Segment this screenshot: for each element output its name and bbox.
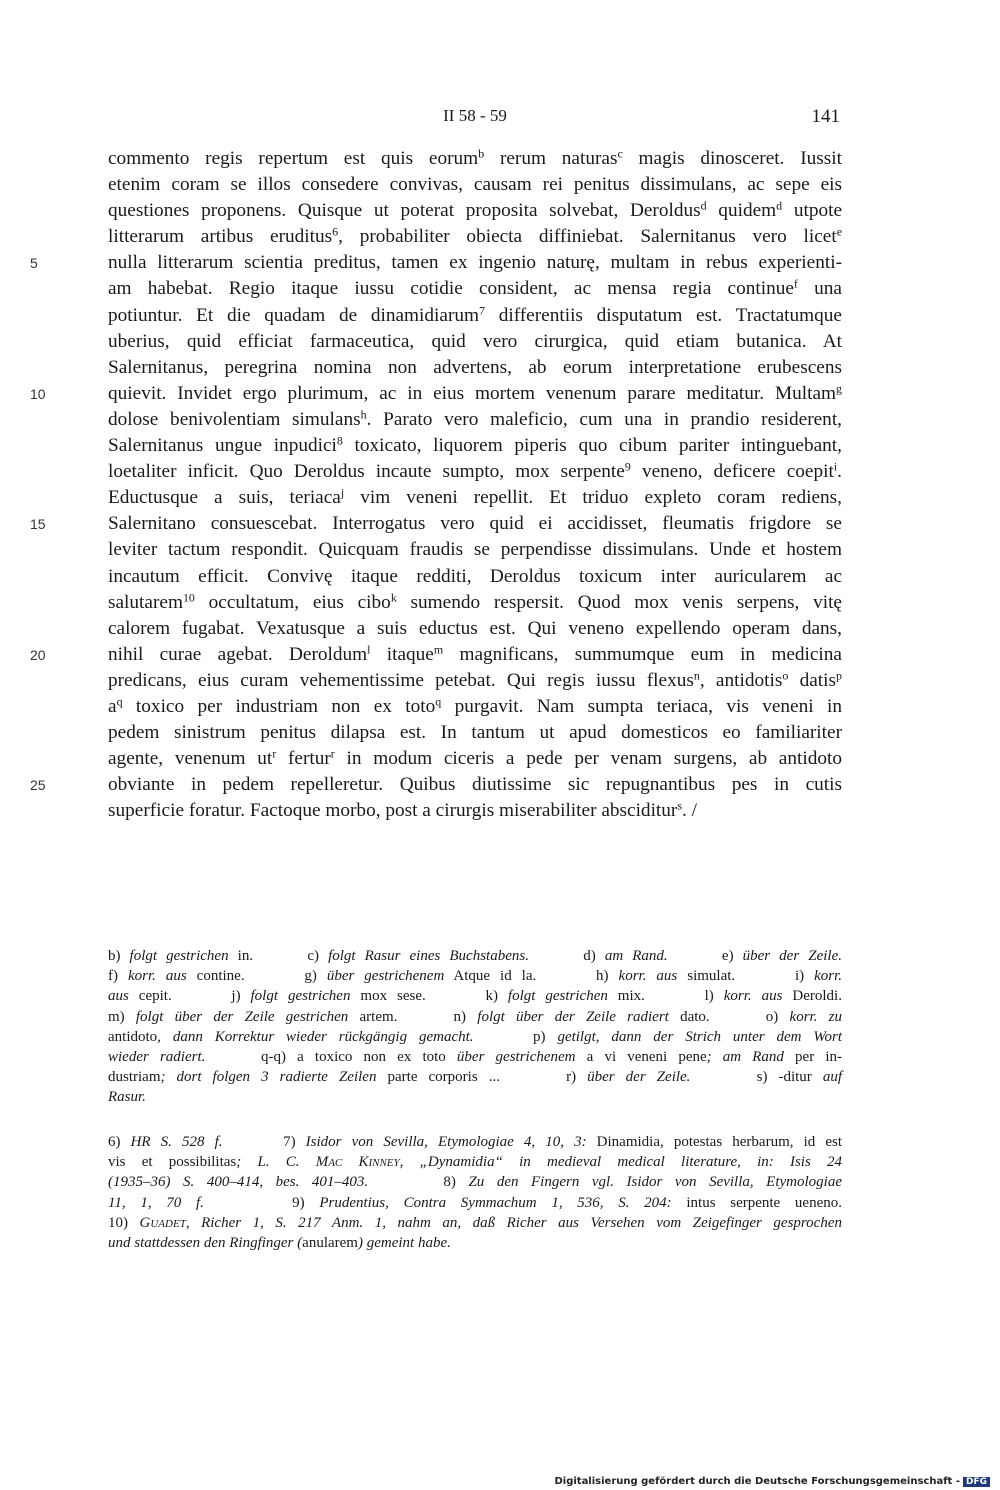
dfg-logo: DFG — [963, 1477, 990, 1487]
note-line: 10) Guadet, Richer 1, S. 217 Anm. 1, nahm an, daß Richer aus Versehen vom Zeigefinger gesprochen — [108, 1214, 842, 1231]
text-line: calorem fugabat. Vexatusque a suis eductus est. Qui veneno expellendo operam dans, — [108, 617, 842, 639]
text-line: $a^q$ toxico per industriam non ex toto$^q$ purgavit. Nam sumpta teriaca, vis veneni in — [108, 694, 842, 717]
text-line: Salernitanus ungue inpudici$^8$ toxicato, liquorem piperis quo cibum pariter intinguebant, — [108, 433, 842, 457]
note-line: 6) HR S. 528 f. 7) Isidor von Sevilla, Etymologiae 4, 10, 3: Dinamidia, potestas herbarum, id est — [108, 1134, 842, 1150]
apparatus-line: f) korr. aus contine. g) über gestrichenem Atque id la. h) korr. aus simulat. i) korr. — [108, 968, 843, 985]
text-line: leviter tactum respondit. Quicquam fraudis se perpendisse dissimulans. Unde et hostem — [108, 539, 842, 561]
credit-text: Digitalisierung gefördert durch die Deutsche Forschungsgemeinschaft - — [554, 1476, 960, 1487]
running-header — [0, 104, 1000, 132]
section-label: II 58 - 59 — [443, 106, 507, 125]
line-number: 20 — [30, 646, 46, 663]
text-line: commento regis repertum est quis eorum$^b$ rerum naturas$^c$ magis dinosceret. Iussit — [108, 146, 842, 169]
apparatus-line: wieder radiert. q-q) a toxico non ex toto über gestrichenem a vi veneni pene; am Rand per in- — [108, 1048, 842, 1065]
line-number: 15 — [30, 516, 46, 533]
note-line: (1935–36) S. 400–414, bes. 401–403. 8) Zu den Fingern vgl. Isidor von Sevilla, Etymologiae — [108, 1174, 842, 1191]
text-line: pedem sinistrum penitus dilapsa est. In tantum ut apud domesticos eo familiariter — [108, 722, 842, 744]
text-line: predicans, eius curam vehementissime petebat. Qui regis iussu flexus$^n$, antidotis$^o$ datis$^p$ — [108, 668, 842, 691]
page-number: 141 — [811, 106, 840, 127]
note-line: und stattdessen den Ringfinger (anularem) gemeint habe. — [108, 1234, 451, 1251]
text-line: Eductusque a suis, teriaca$^j$ vim veneni repellit. Et triduo expleto coram rediens, — [108, 485, 842, 509]
text-line: potiuntur. Et die quadam de dinamidiarum$^7$ differentiis disputatum est. Tractatumque — [108, 302, 842, 326]
text-line: salutarem$^{10}$ occultatum, eius cibo$^k$ sumendo respersit. Quod mox venis serpens, vitę — [108, 590, 842, 613]
line-number: 10 — [30, 385, 46, 402]
text-line: litterarum artibus eruditus$^6$, probabiliter obiecta diffiniebat. Salernitanus vero licet$^e$ — [108, 224, 843, 248]
text-line: loetaliter inficit. Quo Deroldus incaute sumpto, mox serpente$^9$ veneno, deficere coepit$^i$. — [108, 459, 842, 483]
text-line: etenim coram se illos consedere convivas, causam rei penitus dissimulans, ac sepe eis — [108, 174, 842, 196]
apparatus-line: Rasur. — [108, 1089, 146, 1106]
main-text — [30, 146, 843, 824]
apparatus-line: antidoto, dann Korrektur wieder rückgängig gemacht. p) getilgt, dann der Strich unter dem Wort — [108, 1028, 842, 1045]
text-line: agente, venenum $ut^r$ fertur$^r$ in modum ciceris a pede per venam surgens, ab antidoto — [108, 746, 842, 770]
note-line: vis et possibilitas; L. C. Mac Kinney, „Dynamidia“ in medieval medical literature, in: Isis 24 — [108, 1154, 842, 1171]
digitization-credit — [554, 1476, 990, 1487]
text-line: 25 obviante in pedem repelleretur. Quibus diutissime sic repugnantibus pes in cutis — [108, 772, 842, 798]
text-line: am habebat. Regio itaque iussu cotidie consident, ac mensa regia continue$^f$ una — [108, 276, 842, 300]
critical-apparatus — [108, 946, 842, 1108]
text-line: questiones proponens. Quisque ut poterat proposita solvebat, Deroldus$^d$ quidem$^d$ utpote — [108, 198, 843, 222]
text-line: 20 nihil curae agebat. Deroldum$^l$ itaque$^m$ magnificans, summumque eum in medicina — [108, 642, 842, 668]
line-number: 25 — [30, 777, 46, 794]
text-line: uberius, quid efficiat farmaceutica, quid vero cirurgica, quid etiam butanica. At — [108, 330, 842, 352]
text-line: dolose benivolentiam simulans$^h$. Parato vero maleficio, cum una in prandio residerent, — [108, 407, 842, 430]
apparatus-line: dustriam; dort folgen 3 radierte Zeilen parte corporis ... r) über der Zeile. s) -ditur auf — [108, 1069, 843, 1086]
text-line: Salernitanus, peregrina nomina non advertens, ab eorum interpretatione erubescens — [108, 356, 842, 378]
line-number: 5 — [30, 255, 38, 272]
apparatus-line: aus cepit. j) folgt gestrichen mox sese. k) folgt gestrichen mix. l) korr. aus Deroldi. — [108, 988, 842, 1005]
text-line: incautum efficit. Convivę itaque redditi, Deroldus toxicum inter auricularem ac — [108, 565, 842, 587]
note-line: 11, 1, 70 f. 9) Prudentius, Contra Symmachum 1, 536, S. 204: intus serpente ueneno. — [108, 1194, 842, 1211]
text-line: 15 Salernitano consuescebat. Interrogatus vero quid ei accidisset, fleumatis frigdore se — [108, 511, 842, 537]
text-line: 5 nulla litterarum scientia preditus, tamen ex ingenio naturę, multam in rebus experienti- — [108, 250, 842, 276]
apparatus-line: m) folgt über der Zeile gestrichen artem. n) folgt über der Zeile radiert dato. o) korr. zu — [108, 1008, 843, 1025]
text-line: 10 quievit. Invidet ergo plurimum, ac in eius mortem venenum parare meditatur. Multam$^g$ — [108, 381, 842, 407]
source-notes — [108, 1132, 842, 1253]
text-line: superficie foratur. Factoque morbo, post a cirurgis miserabiliter absciditur$^s$. / — [108, 798, 698, 822]
apparatus-line: b) folgt gestrichen in. c) folgt Rasur eines Buchstabens. d) am Rand. e) über der Zeile. — [108, 948, 842, 964]
